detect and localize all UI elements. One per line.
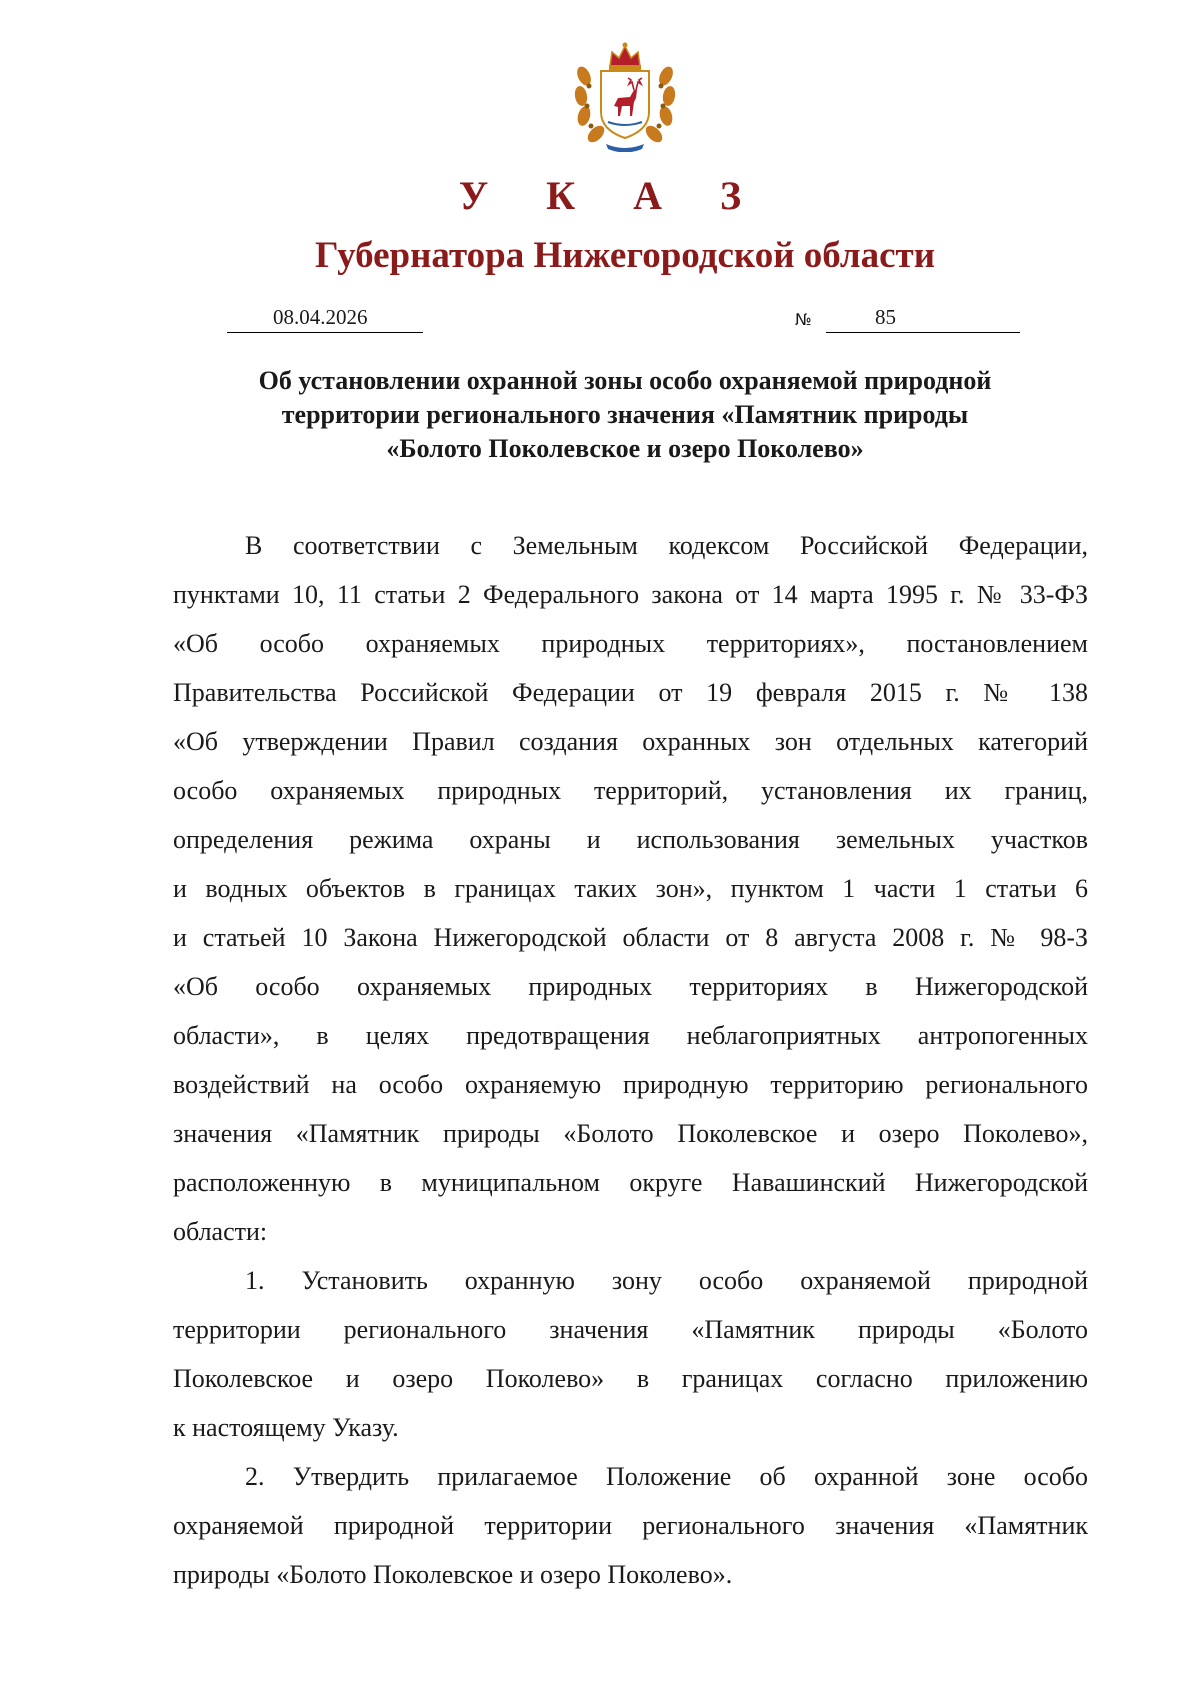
- preamble-paragraph: [173, 521, 1088, 1256]
- issuer-heading: Губернатора Нижегородской области: [314, 235, 936, 276]
- text-line: особо охраняемых природных территорий, установления их границ,: [173, 776, 1088, 805]
- subject-line: Об установлении охранной зоны особо охраняемой природной: [258, 366, 992, 395]
- subject-line: территории регионального значения «Памятник природы: [281, 400, 969, 429]
- document-subject: [150, 364, 1100, 466]
- text-line: территории регионального значения «Памятник природы «Болото: [173, 1315, 1088, 1344]
- decree-item-2: [173, 1452, 1088, 1599]
- text-line: 2. Утвердить прилагаемое Положение об охранной зоне особо: [245, 1462, 1088, 1491]
- text-line: охраняемой природной территории регионального значения «Памятник: [173, 1511, 1088, 1540]
- number-sign: №: [795, 310, 812, 329]
- document-date: 08.04.2026: [273, 305, 368, 329]
- decree-item-1: [173, 1256, 1088, 1452]
- text-line: области:: [173, 1217, 268, 1246]
- text-line: «Об утверждении Правил создания охранных зон отдельных категорий: [173, 727, 1088, 756]
- text-line: и статьей 10 Закона Нижегородской области от 8 августа 2008 г. № 98-З: [173, 923, 1088, 952]
- text-line: В соответствии с Земельным кодексом Российской Федерации,: [245, 531, 1088, 560]
- text-line: Правительства Российской Федерации от 19 февраля 2015 г. № 138: [173, 678, 1088, 707]
- text-line: «Об особо охраняемых природных территориях в Нижегородской: [173, 972, 1088, 1001]
- text-line: 1. Установить охранную зону особо охраняемой природной: [245, 1266, 1088, 1295]
- text-line: «Об особо охраняемых природных территориях», постановлением: [173, 629, 1088, 658]
- text-line: пунктами 10, 11 статьи 2 Федерального закона от 14 марта 1995 г. № 33-ФЗ: [173, 580, 1088, 609]
- text-line: Поколевское и озеро Поколево» в границах согласно приложению: [173, 1364, 1088, 1393]
- text-line: воздействий на особо охраняемую природную территорию регионального: [173, 1070, 1088, 1099]
- text-line: значения «Памятник природы «Болото Поколевское и озеро Поколево»,: [173, 1119, 1088, 1148]
- text-line: природы «Болото Поколевское и озеро Поколево».: [173, 1560, 733, 1589]
- coat-of-arms-icon: [572, 40, 678, 152]
- text-line: к настоящему Указу.: [173, 1413, 399, 1442]
- text-line: определения режима охраны и использования земельных участков: [173, 825, 1088, 854]
- document-type-heading: У К А З: [458, 173, 766, 218]
- text-line: расположенную в муниципальном округе Навашинский Нижегородской: [173, 1168, 1088, 1197]
- document-body: [173, 521, 1088, 1599]
- number-field: [826, 305, 1020, 333]
- text-line: и водных объектов в границах таких зон», пунктом 1 части 1 статьи 6: [173, 874, 1088, 903]
- text-line: области», в целях предотвращения неблагоприятных антропогенных: [173, 1021, 1088, 1050]
- date-field: [227, 305, 423, 333]
- subject-line: «Болото Поколевское и озеро Поколево»: [386, 434, 864, 463]
- document-number: 85: [875, 305, 896, 329]
